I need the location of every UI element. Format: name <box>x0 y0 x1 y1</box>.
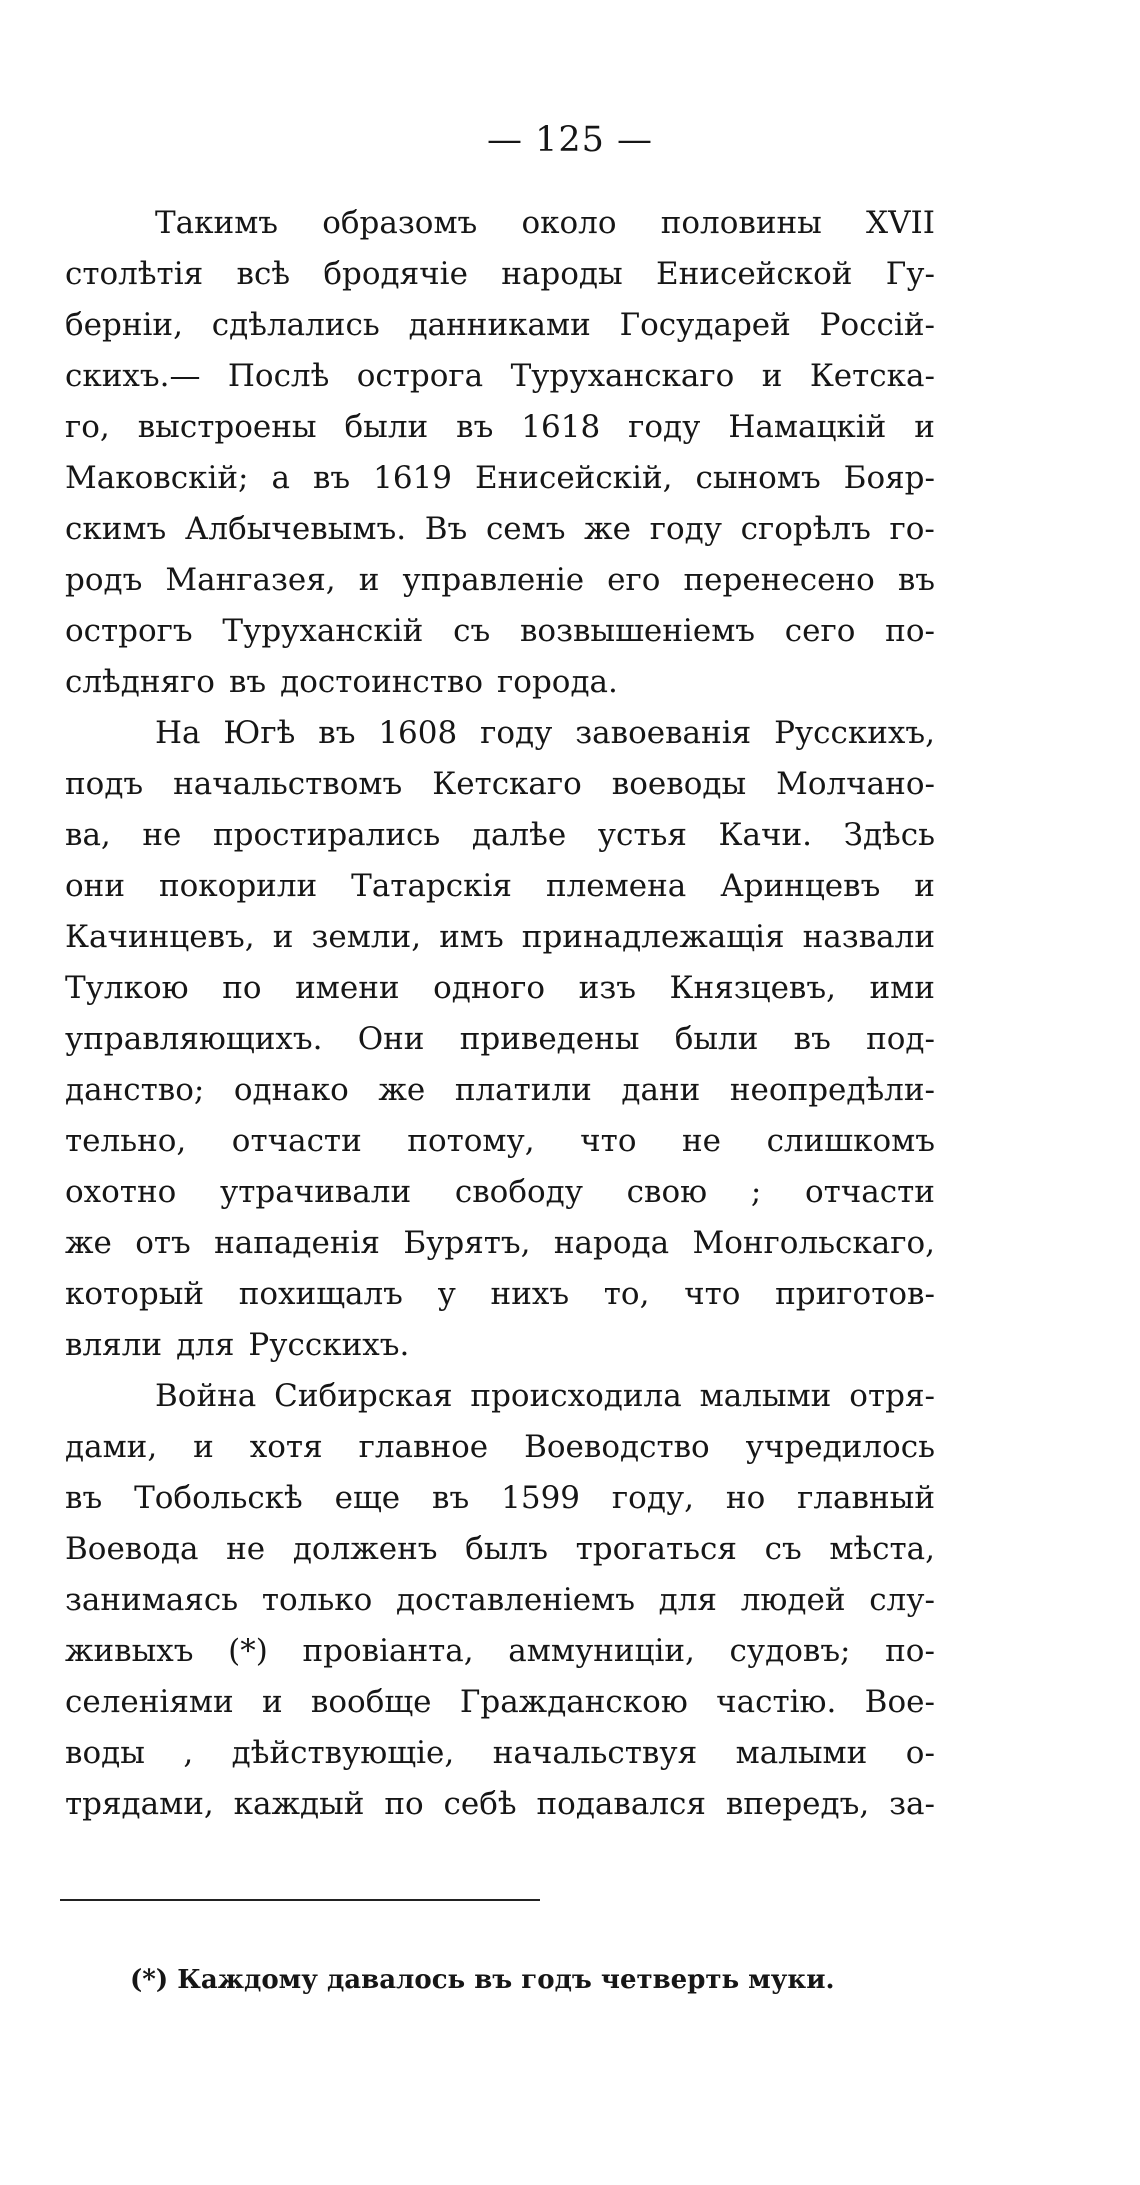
word: приготов- <box>775 1276 935 1312</box>
text-line <box>65 1320 935 1371</box>
word: же <box>378 1072 426 1108</box>
word: выстроены <box>137 409 317 445</box>
word: но <box>725 1480 766 1516</box>
word: вляли <box>65 1327 163 1363</box>
text-line <box>65 1473 935 1524</box>
word: 1599 <box>501 1480 581 1516</box>
word: дѣйствующіе, <box>231 1735 455 1771</box>
word: свою <box>626 1174 708 1210</box>
word: ими <box>869 970 935 1006</box>
word: Туруханскій <box>222 613 424 649</box>
word: 1618 <box>521 409 601 445</box>
word: были <box>344 409 429 445</box>
text-line <box>65 351 935 402</box>
word: народа <box>553 1225 670 1261</box>
text-line <box>65 198 935 249</box>
word: Россій- <box>819 307 935 343</box>
word: дани <box>621 1072 701 1108</box>
word: Въ <box>424 511 468 547</box>
word: данство; <box>65 1072 205 1108</box>
word: долженъ <box>292 1531 438 1567</box>
word: съ <box>764 1531 802 1567</box>
word: столѣтія <box>65 256 204 292</box>
word: Намацкій <box>728 409 887 445</box>
word: и <box>193 1429 214 1465</box>
word: племена <box>545 868 687 904</box>
text-line <box>65 1779 935 1830</box>
word: Сибирская <box>274 1378 453 1414</box>
word: Государей <box>619 307 791 343</box>
word: сего <box>784 613 856 649</box>
text-line <box>65 1269 935 1320</box>
word: приведены <box>459 1021 640 1057</box>
word: назвали <box>802 919 935 955</box>
word: Война <box>155 1378 257 1414</box>
word: (*) <box>228 1633 268 1669</box>
word: Албычевымъ. <box>184 511 407 547</box>
word: скихъ.— <box>65 358 201 394</box>
word: въ <box>432 1480 470 1516</box>
word: только <box>261 1582 373 1618</box>
word: города. <box>497 664 618 700</box>
word: а <box>271 460 290 496</box>
word: бродячіе <box>323 256 468 292</box>
text-line <box>65 1014 935 1065</box>
word: въ <box>312 460 351 496</box>
text-line <box>65 861 935 912</box>
word: что <box>580 1123 637 1159</box>
word: году, <box>611 1480 695 1516</box>
word: году <box>628 409 701 445</box>
word: Татарскія <box>351 868 512 904</box>
word: Воеводство <box>524 1429 710 1465</box>
word: го- <box>889 511 935 547</box>
text-line <box>65 402 935 453</box>
word: данниками <box>408 307 591 343</box>
word: 1608 <box>378 715 458 751</box>
word: Енисейскій, <box>475 460 673 496</box>
word: по <box>384 1786 424 1822</box>
word: не <box>142 817 182 853</box>
word: не <box>226 1531 266 1567</box>
word: Мангазея, <box>165 562 336 598</box>
word: утрачивали <box>219 1174 412 1210</box>
word: воеводы <box>611 766 747 802</box>
word: Гражданскою <box>459 1684 688 1720</box>
word: изъ <box>578 970 636 1006</box>
word: и <box>914 868 935 904</box>
word: Гу- <box>885 256 935 292</box>
word: въ <box>65 1480 103 1516</box>
word: году <box>480 715 553 751</box>
word: покорили <box>158 868 318 904</box>
word: Туруханскаго <box>510 358 735 394</box>
word: занимаясь <box>65 1582 239 1618</box>
body-text <box>65 198 935 1830</box>
word: семъ <box>485 511 566 547</box>
footnote-rule <box>60 1899 540 1901</box>
word: Аринцевъ <box>720 868 881 904</box>
word: нападенія <box>214 1225 380 1261</box>
word: малыми <box>699 1378 832 1414</box>
text-line <box>65 708 935 759</box>
word: сдѣлались <box>211 307 380 343</box>
word: Послѣ <box>227 358 330 394</box>
word: имени <box>295 970 400 1006</box>
word: впередъ, <box>725 1786 870 1822</box>
word: тельно, <box>65 1123 187 1159</box>
word: подавался <box>536 1786 706 1822</box>
word: одного <box>433 970 546 1006</box>
word: всѣ <box>236 256 291 292</box>
word: Югѣ <box>223 715 296 751</box>
word: и <box>914 409 935 445</box>
word: его <box>607 562 661 598</box>
word: отря- <box>849 1378 935 1414</box>
word: сыномъ <box>695 460 821 496</box>
word: съ <box>453 613 491 649</box>
word: Маковскій; <box>65 460 249 496</box>
word: же <box>584 511 632 547</box>
word: въ <box>456 409 494 445</box>
word: Русскихъ. <box>248 1327 410 1363</box>
word: свободу <box>454 1174 583 1210</box>
word: учредилось <box>745 1429 935 1465</box>
word: о- <box>905 1735 935 1771</box>
word: у <box>437 1276 456 1312</box>
word: году <box>649 511 722 547</box>
text-line <box>65 759 935 810</box>
text-line <box>65 606 935 657</box>
word: себѣ <box>443 1786 517 1822</box>
word: слу- <box>869 1582 935 1618</box>
word: еще <box>334 1480 401 1516</box>
word: слишкомъ <box>766 1123 935 1159</box>
word: ва, <box>65 817 111 853</box>
word: слѣдняго <box>65 664 215 700</box>
word: Вое- <box>864 1684 935 1720</box>
text-line <box>65 249 935 300</box>
word: за- <box>889 1786 935 1822</box>
word: живыхъ <box>65 1633 194 1669</box>
word: половины <box>660 205 822 241</box>
word: Тобольскѣ <box>134 1480 303 1516</box>
word: что <box>684 1276 741 1312</box>
word: доставленіемъ <box>395 1582 635 1618</box>
word: скимъ <box>65 511 167 547</box>
word: отчасти <box>231 1123 362 1159</box>
word: На <box>155 715 201 751</box>
word: Енисейской <box>656 256 853 292</box>
word: они <box>65 868 125 904</box>
word: земли, <box>311 919 422 955</box>
word: имъ <box>439 919 504 955</box>
text-line <box>65 1575 935 1626</box>
text-line <box>65 1626 935 1677</box>
word: не <box>682 1123 722 1159</box>
word: происходила <box>470 1378 682 1414</box>
word: , <box>183 1735 194 1771</box>
word: простирались <box>213 817 441 853</box>
word: Воевода <box>65 1531 199 1567</box>
word: ; <box>750 1174 762 1210</box>
word: главное <box>358 1429 489 1465</box>
word: достоинство <box>280 664 484 700</box>
word: главный <box>797 1480 935 1516</box>
text-line <box>65 657 935 708</box>
text-line <box>65 1677 935 1728</box>
word: Молчано- <box>776 766 935 802</box>
text-line <box>65 1422 935 1473</box>
word: вообще <box>310 1684 432 1720</box>
word: Бурятъ, <box>403 1225 531 1261</box>
word: управленіе <box>402 562 585 598</box>
word: Качи. <box>718 817 813 853</box>
word: далѣе <box>471 817 567 853</box>
word: людей <box>740 1582 846 1618</box>
word: дами, <box>65 1429 158 1465</box>
word: мѣста, <box>829 1531 935 1567</box>
word: хотя <box>249 1429 323 1465</box>
word: го, <box>65 409 110 445</box>
word: для <box>176 1327 235 1363</box>
word: трогаться <box>575 1531 737 1567</box>
word: въ <box>793 1021 831 1057</box>
text-line <box>65 1116 935 1167</box>
word: Кетскаго <box>432 766 582 802</box>
word: принадлежащія <box>521 919 785 955</box>
word: завоеванія <box>575 715 752 751</box>
word: и <box>761 358 783 394</box>
text-line <box>65 963 935 1014</box>
word: платили <box>454 1072 592 1108</box>
word: же <box>65 1225 112 1261</box>
word: частію. <box>716 1684 837 1720</box>
word: перенесено <box>683 562 875 598</box>
word: управляющихъ. <box>65 1021 323 1057</box>
word: въ <box>318 715 356 751</box>
word: похищалъ <box>238 1276 403 1312</box>
word: потому, <box>407 1123 535 1159</box>
word: по <box>222 970 262 1006</box>
text-line <box>65 912 935 963</box>
word: подъ <box>65 766 144 802</box>
word: для <box>658 1582 717 1618</box>
word: острогъ <box>65 613 193 649</box>
word: малыми <box>735 1735 868 1771</box>
word: Они <box>357 1021 425 1057</box>
word: начальствуя <box>492 1735 698 1771</box>
word: берніи, <box>65 307 183 343</box>
word: острога <box>356 358 484 394</box>
word: родъ <box>65 562 143 598</box>
text-line <box>65 300 935 351</box>
word: устья <box>597 817 687 853</box>
text-line <box>65 1167 935 1218</box>
word: въ <box>897 562 935 598</box>
word: по- <box>885 1633 935 1669</box>
word: Кетска- <box>809 358 935 394</box>
text-line <box>65 453 935 504</box>
text-line <box>65 504 935 555</box>
word: въ <box>228 664 267 700</box>
word: провіанта, <box>302 1633 474 1669</box>
word: который <box>65 1276 205 1312</box>
word: Бояр- <box>843 460 935 496</box>
word: Тулкою <box>65 970 189 1006</box>
word: около <box>521 205 617 241</box>
word: и <box>261 1684 283 1720</box>
word: по- <box>885 613 935 649</box>
text-line <box>65 1524 935 1575</box>
text-line <box>65 1218 935 1269</box>
word: и <box>358 562 380 598</box>
word: 1619 <box>373 460 453 496</box>
word: и <box>272 919 294 955</box>
word: Качинцевъ, <box>65 919 255 955</box>
word: возвышеніемъ <box>519 613 756 649</box>
word: Здѣсь <box>843 817 935 853</box>
word: селеніями <box>65 1684 234 1720</box>
word: Такимъ <box>155 205 279 241</box>
word: Князцевъ, <box>669 970 836 1006</box>
word: судовъ; <box>729 1633 851 1669</box>
text-line <box>65 1371 935 1422</box>
footnote: (*) Каждому давалось въ годъ четверть муки. <box>130 1965 835 1995</box>
word: то, <box>603 1276 650 1312</box>
word: Монгольскаго, <box>692 1225 935 1261</box>
word: отъ <box>135 1225 191 1261</box>
word: былъ <box>465 1531 548 1567</box>
word: начальствомъ <box>173 766 403 802</box>
word: нихъ <box>490 1276 570 1312</box>
page-number: — 125 — <box>486 120 654 160</box>
word: однако <box>233 1072 349 1108</box>
word: XVII <box>866 205 935 241</box>
text-line <box>65 810 935 861</box>
word: каждый <box>233 1786 365 1822</box>
word: трядами, <box>65 1786 214 1822</box>
text-line <box>65 555 935 606</box>
word: были <box>674 1021 759 1057</box>
word: аммуниціи, <box>508 1633 695 1669</box>
text-line <box>65 1065 935 1116</box>
text-line <box>65 1728 935 1779</box>
word: сгорѣлъ <box>740 511 871 547</box>
word: под- <box>866 1021 935 1057</box>
word: охотно <box>65 1174 177 1210</box>
word: воды <box>65 1735 145 1771</box>
word: народы <box>501 256 623 292</box>
word: отчасти <box>804 1174 935 1210</box>
word: неопредѣли- <box>729 1072 935 1108</box>
word: Русскихъ, <box>774 715 935 751</box>
word: образомъ <box>322 205 478 241</box>
